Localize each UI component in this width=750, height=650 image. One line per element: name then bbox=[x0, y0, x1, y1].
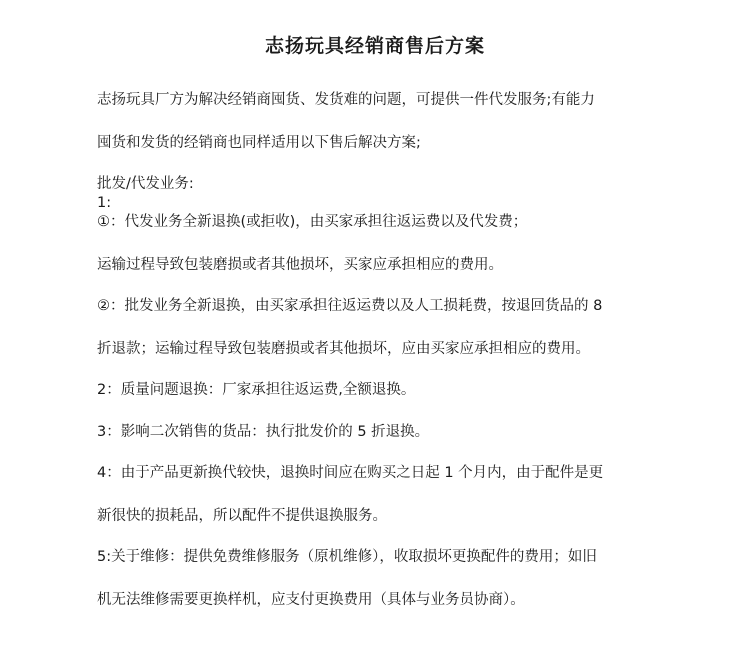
item-5-line-2: 机无法维修需要更换样机，应支付更换费用（具体与业务员协商）。 bbox=[97, 592, 525, 608]
intro-line-2: 囤货和发货的经销商也同样适用以下售后解决方案; bbox=[97, 135, 421, 151]
item-1-sub-2-line-1: ②：批发业务全新退换，由买家承担往返运费以及人工损耗费，按退回货品的 8 bbox=[97, 298, 603, 314]
item-2: 2：质量问题退换：厂家承担往返运费,全额退换。 bbox=[97, 382, 416, 398]
item-4-line-1: 4：由于产品更新换代较快，退换时间应在购买之日起 1 个月内，由于配件是更 bbox=[97, 465, 604, 481]
item-1-sub-2-line-2: 折退款；运输过程导致包装磨损或者其他损坏，应由买家应承担相应的费用。 bbox=[97, 341, 590, 357]
intro-line-1: 志扬玩具厂方为解决经销商囤货、发货难的问题，可提供一件代发服务;有能力 bbox=[97, 92, 595, 108]
item-1-label: 1: bbox=[97, 195, 112, 211]
item-1-sub-1-line-2: 运输过程导致包装磨损或者其他损坏，买家应承担相应的费用。 bbox=[97, 257, 503, 273]
item-4-line-2: 新很快的损耗品，所以配件不提供退换服务。 bbox=[97, 508, 387, 524]
document-title: 志扬玩具经销商售后方案 bbox=[264, 35, 485, 57]
item-5-line-1: 5:关于维修：提供免费维修服务（原机维修），收取损坏更换配件的费用；如旧 bbox=[97, 549, 597, 565]
section-heading: 批发/代发业务: bbox=[97, 176, 194, 192]
item-1-sub-1-line-1: ①：代发业务全新退换(或拒收)，由买家承担往返运费以及代发费； bbox=[97, 214, 528, 230]
item-3: 3：影响二次销售的货品：执行批发价的 5 折退换。 bbox=[97, 424, 430, 440]
